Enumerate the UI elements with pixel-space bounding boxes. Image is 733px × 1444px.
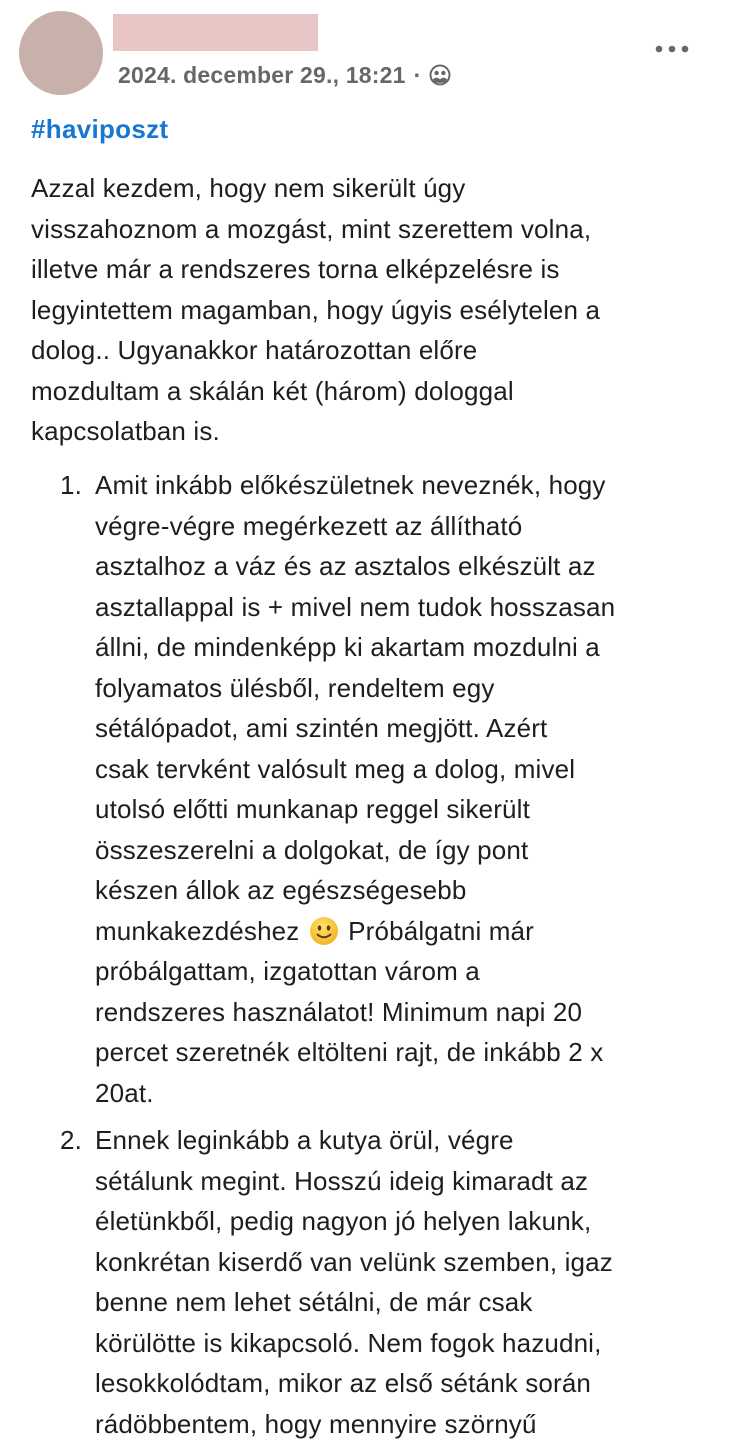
friends-icon[interactable]: [429, 64, 451, 86]
slightly-smiling-face-icon: [309, 916, 339, 946]
hashtag-link[interactable]: #haviposzt: [31, 114, 169, 144]
author-name-redacted[interactable]: [113, 14, 318, 51]
list-item-text: Ennek leginkább a kutya örül, végre sétálunk megint. Hosszú ideig kimaradt az életünkből, pedig nagyon jó helyen lakunk, konkrétan kiserdő van velünk szemben, igaz benne nem lehet sétálni, de már csak körülötte is kikapcsoló. Nem fogok hazudni, lesokkolódtam, mikor az első sétánk során rádöbbentem, hogy mennyire szörnyű: [95, 1125, 613, 1439]
avatar[interactable]: [19, 11, 103, 95]
list-item-number: 1.: [60, 470, 82, 500]
list-item-text-part: Amit inkább előkészületnek neveznék, hogy végre-végre megérkezett az állítható asztalhoz a váz és az asztalos elkészült az asztallappal is + mivel nem tudok hosszasan állni, de mindenképp ki akartam mozdulni a folyamatos ülésből, rendeltem egy sétálópadot, ami szintén megjött. Azért csak tervként valósult meg a dolog, mivel utolsó előtti munkanap reggel sikerült összeszerelni a dolgokat, de így pont készen állok az egészségesebb munkakezdéshez: [95, 470, 616, 946]
intro-paragraph: Azzal kezdem, hogy nem sikerült úgy visszahoznom a mozgást, mint szerettem volna, illetve már a rendszeres torna elképzelésre is legyintettem magamban, hogy úgyis esélytelen a dolog.. Ugyanakkor határozottan előre mozdultam a skálán két (három) dologgal kapcsolatban is.: [31, 173, 601, 446]
list-item: [60, 465, 725, 1113]
post-body: [31, 168, 721, 452]
list-item-text: [95, 470, 615, 1108]
more-options-button[interactable]: [652, 35, 692, 63]
list-item: [60, 1120, 725, 1444]
post-meta: [118, 60, 451, 90]
meta-separator: ·: [413, 61, 422, 88]
timestamp[interactable]: 2024. december 29., 18:21: [118, 61, 406, 88]
more-dots-icon: [654, 45, 690, 53]
list-item-text-part: Próbálgatni már próbálgattam, izgatottan várom a rendszeres használatot! Minimum napi 20 percet szeretnék eltölteni rajt, de inkább 2 x 20at.: [95, 915, 604, 1108]
list-item-number: 2.: [60, 1125, 82, 1155]
